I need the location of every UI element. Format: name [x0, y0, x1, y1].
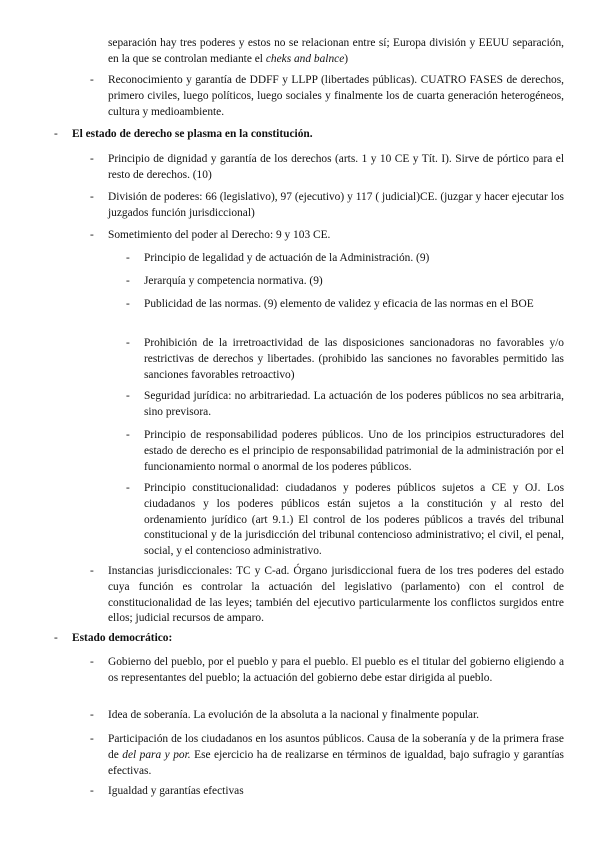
italic-term: cheks and balnce [265, 52, 345, 65]
bullet-dash: - [90, 656, 94, 668]
list-item: Participación de los ciudadanos en los asuntos públicos. Causa de la soberanía y de la primera frase de del para y por. Ese ejercicio ha de realizarse en términos de igualdad, bajo sufragio y garantías efectivas. [108, 733, 564, 777]
list-item: Reconocimiento y garantía de DDFF y LLPP (libertades públicas). CUATRO FASES de derechos, primero civiles, luego políticos, luego sociales y finalmente los de cuarta generación heterogéneos, cultura y medioambiente. [108, 74, 564, 118]
bullet-dash: - [90, 733, 94, 745]
section-heading: El estado de derecho se plasma en la constitución. [72, 128, 313, 140]
section-heading: Estado democrático: [72, 632, 173, 644]
sub-list-item: Seguridad jurídica: no arbitrariedad. La actuación de los poderes públicos no sea arbitraria, sino previsora. [144, 390, 564, 418]
bullet-dash: - [54, 632, 58, 644]
bullet-dash: - [126, 298, 130, 310]
bullet-dash: - [90, 153, 94, 165]
sub-list-item: Principio de legalidad y de actuación de la Administración. (9) [144, 252, 430, 264]
bullet-dash: - [126, 390, 130, 402]
sub-list-item: Prohibición de la irretroactividad de las disposiciones sancionadoras no favorables y/o restrictivas de derechos y libertades. (prohibido las sanciones no favorables permitido las sanciones favorables retroactivo) [144, 337, 564, 381]
bullet-dash: - [126, 252, 130, 264]
bullet-dash: - [126, 275, 130, 287]
list-item: Sometimiento del poder al Derecho: 9 y 103 CE. [108, 229, 331, 241]
bullet-dash: - [90, 785, 94, 797]
bullet-dash: - [126, 482, 130, 494]
bullet-dash: - [126, 429, 130, 441]
bullet-dash: - [90, 229, 94, 241]
bullet-dash: - [90, 191, 94, 203]
sub-list-item: Principio de responsabilidad poderes públicos. Uno de los principios estructuradores del estado de derecho es el principio de responsabilidad patrimonial de la administración por el funcionamiento normal o anormal de los poderes públicos. [144, 429, 564, 473]
sub-list-item: Jerarquía y competencia normativa. (9) [144, 275, 323, 287]
bullet-dash: - [54, 128, 58, 140]
list-item: Principio de dignidad y garantía de los derechos (arts. 1 y 10 CE y Tít. I). Sirve de pórtico para el resto de derechos. (10) [108, 153, 564, 181]
list-item: Idea de soberanía. La evolución de la absoluta a la nacional y finalmente popular. [108, 709, 479, 721]
bullet-dash: - [90, 709, 94, 721]
list-item: Gobierno del pueblo, por el pueblo y para el pueblo. El pueblo es el titular del gobierno eligiendo a os representantes del pueblo; la actuación del gobierno debe estar dirigida al pueblo. [108, 656, 564, 684]
bullet-dash: - [90, 74, 94, 86]
bullet-dash: - [90, 565, 94, 577]
sub-list-item: Principio constitucionalidad: ciudadanos y poderes públicos sujetos a CE y OJ. Los ciudadanos y los poderes públicos están sujetos a la constitución y al resto del ordenamiento jurídico (art 9.1.) El control de los poderes públicos a través del tribunal constitucional y de la jurisdicción del tribunal contencioso administrativo; el civil, el penal, social, y el contencioso administrativo. [144, 482, 564, 558]
bullet-dash: - [126, 337, 130, 349]
list-item: División de poderes: 66 (legislativo), 97 (ejecutivo) y 117 ( judicial)CE. (juzgar y hacer ejecutar los juzgados función jurisdiccional) [108, 191, 564, 219]
sub-list-item: Publicidad de las normas. (9) elemento de validez y eficacia de las normas en el BOE [144, 298, 534, 310]
list-item: Igualdad y garantías efectivas [108, 785, 244, 797]
list-item: Instancias jurisdiccionales: TC y C-ad. Órgano jurisdiccional fuera de los tres poderes del estado cuya función es controlar la actuación del legislativo (parlamento) con el control de constitucionalidad de las leyes; también del ejecutivo particularmente los conflictos surgidos entre ellos; judicial recursos de amparo. [108, 565, 564, 625]
continuation-paragraph: separación hay tres poderes y estos no se relacionan entre sí; Europa división y EEUU separación, en la que se controlan mediante el cheks and balnce) [108, 37, 564, 65]
italic-term: del para y por. [122, 748, 191, 761]
